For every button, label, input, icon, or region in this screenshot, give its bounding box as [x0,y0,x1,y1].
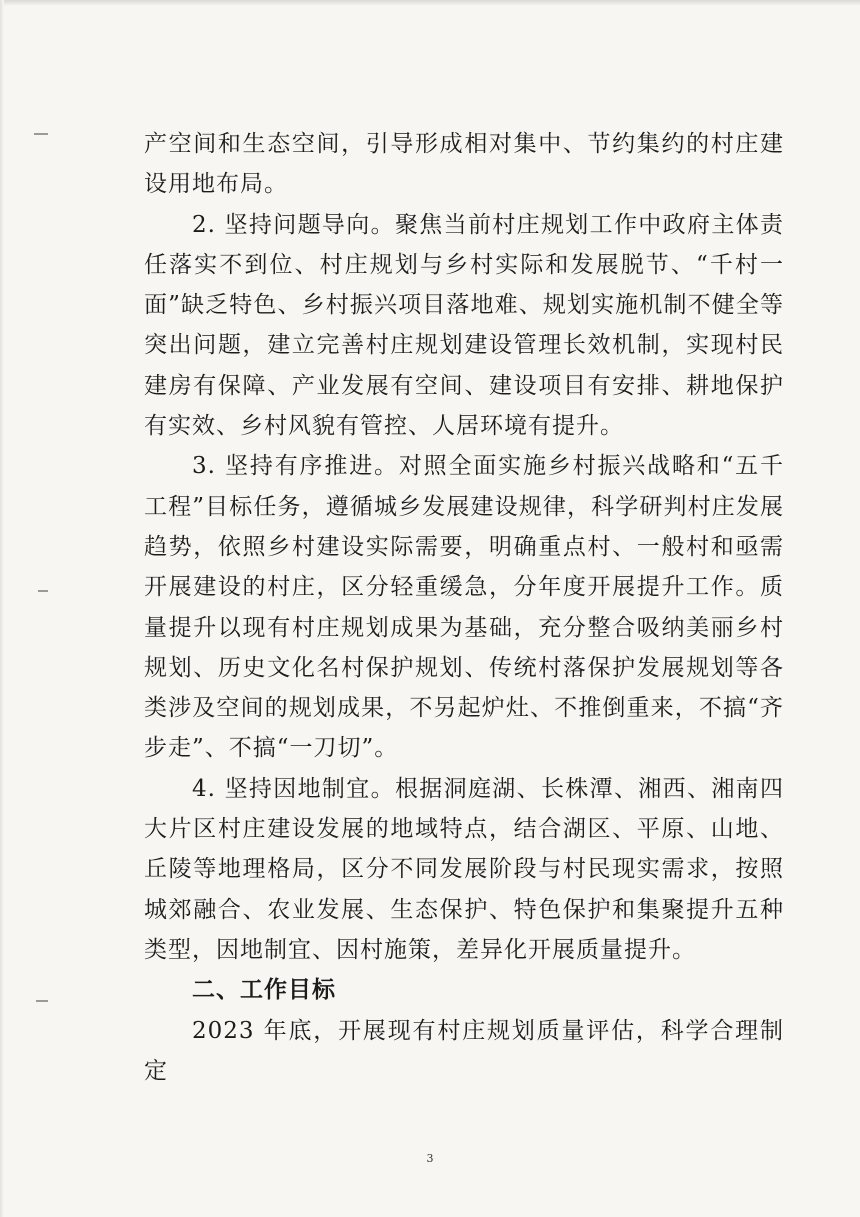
paragraph-orderly-progress: 3. 坚持有序推进。对照全面实施乡村振兴战略和“五千工程”目标任务，遵循城乡发展建设规律，科学研判村庄发展趋势，依照乡村建设实际需要，明确重点村、一般村和亟需开展建设的村庄，区分轻重缓急，分年度开展提升工作。质量提升以现有村庄规划成果为基础，充分整合吸纳美丽乡村规划、历史文化名村保护规划、传统村落保护发展规划等各类涉及空间的规划成果，不另起炉灶、不推倒重来，不搞“齐步走”、不搞“一刀切”。 [144,453,784,762]
scan-edge-top [0,0,860,6]
page-number: 3 [426,1152,434,1165]
scan-mark [34,133,48,135]
section-heading-work-goals: 二、工作目标 [192,977,336,1004]
scan-mark [36,1000,48,1002]
paragraph-problem-oriented: 2. 坚持问题导向。聚焦当前村庄规划工作中政府主体责任落实不到位、村庄规划与乡村实际和发展脱节、“千村一面”缺乏特色、乡村振兴项目落地难、规划实施机制不健全等突出问题，建立完善村庄规划建设管理长效机制，实现村民建房有保障、产业发展有空间、建设项目有安排、耕地保护有实效、乡村风貌有管控、人居环境有提升。 [144,211,784,440]
paragraph-local-conditions: 4. 坚持因地制宜。根据洞庭湖、长株潭、湘西、湘南四大片区村庄建设发展的地域特点，结合湖区、平原、山地、丘陵等地理格局，区分不同发展阶段与村民现实需求，按照城郊融合、农业发展、生态保护、特色保护和集聚提升五种类型，因地制宜、因村施策，差异化开展质量提升。 [144,775,784,963]
paragraph-continuation: 产空间和生态空间，引导形成相对集中、节约集约的村庄建设用地布局。 [144,131,784,198]
document-body [144,124,784,1091]
scan-mark [38,590,48,592]
scan-edge-left [0,0,4,1217]
paragraph-work-goals-start: 2023 年底，开展现有村庄规划质量评估，科学合理制定 [144,1017,784,1084]
